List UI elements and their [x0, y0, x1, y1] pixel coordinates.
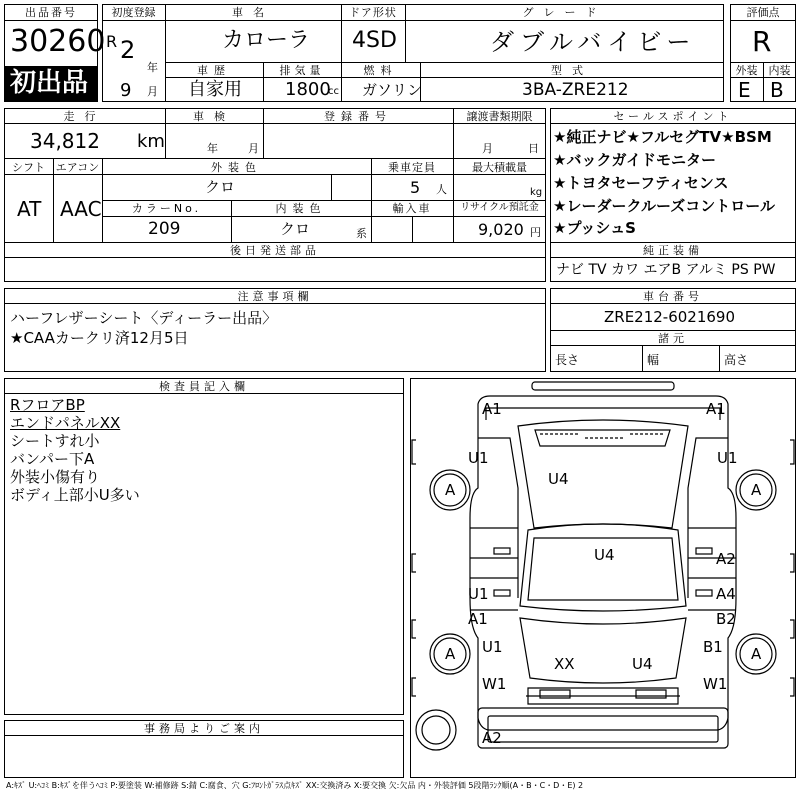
era: R — [106, 32, 118, 51]
sales-point: ★純正ナビ★フルセグTV★BSM — [553, 128, 772, 146]
office-label: 事務局よりご案内 — [144, 722, 264, 735]
load-unit: kg — [530, 187, 543, 198]
color-no: 209 — [148, 219, 181, 239]
model: 3BA-ZRE212 — [522, 80, 629, 100]
legend: A:ｷｽﾞ U:ﾍｺﾐ B:ｷｽﾞを伴うﾍｺﾐ P:要塗装 W:補修跡 S:錆 C:腐食、穴 G:ﾌﾛﾝﾄｶﾞﾗｽ点ｷｽﾞ XX:交換済み X:要交換 欠:欠品 内・外装評価 5段階ﾗﾝｸ順(A・B・C・D・E) 2 — [6, 781, 584, 790]
interior-grade: B — [770, 78, 784, 102]
inspection-label: 車検 — [193, 110, 235, 123]
exterior-label: 外装 — [735, 64, 758, 77]
damage-mark: A1 — [468, 610, 488, 628]
car-name-label: 車名 — [232, 6, 274, 19]
shift: AT — [17, 197, 42, 221]
equipment: ナビ TV カワ エアB アルミ PS PW — [556, 262, 776, 278]
width-label: 幅 — [647, 353, 660, 367]
year-unit: 年 — [147, 61, 158, 74]
score-label: 評価点 — [746, 6, 780, 19]
damage-mark: A — [751, 481, 762, 499]
door-label: ドア形状 — [349, 6, 397, 19]
capacity-unit: 人 — [436, 183, 447, 196]
shift-label: シフト — [12, 161, 45, 174]
transfer-label: 譲渡書類期限 — [466, 110, 533, 123]
int-color-label: 内装色 — [275, 202, 327, 215]
transfer-month-unit: 月 — [482, 142, 493, 155]
damage-mark: XX — [554, 655, 575, 673]
damage-mark: B1 — [703, 638, 723, 656]
damage-mark: A — [445, 481, 456, 499]
sales-point: ★レーダークルーズコントロール — [553, 197, 775, 215]
damage-mark: A1 — [482, 400, 502, 418]
grade-label: グレード — [522, 6, 607, 19]
ac: AAC — [60, 197, 102, 221]
inspector-line: シートすれ小 — [10, 432, 100, 450]
insp-month-unit: 月 — [248, 142, 259, 155]
damage-mark: U1 — [482, 638, 503, 656]
chassis-label: 車台番号 — [643, 290, 703, 303]
ext-color-label: 外装色 — [211, 161, 262, 174]
sales-point: ★プッシュS — [553, 219, 636, 237]
later-parts-label: 後日発送部品 — [230, 244, 320, 257]
car-diagram — [410, 378, 796, 778]
damage-mark: U1 — [468, 449, 489, 467]
door: 4SD — [352, 28, 397, 53]
exterior-grade: E — [738, 78, 751, 102]
inspector-line: ボディ上部小U多い — [10, 486, 140, 504]
capacity: 5 — [410, 178, 421, 197]
fuel: ガソリン — [362, 81, 423, 99]
capacity-label: 乗車定員 — [388, 161, 436, 174]
plate-label: 登録番号 — [324, 110, 392, 123]
inspector-line: バンパー下A — [10, 450, 95, 468]
first-time-badge-text: 初出品 — [10, 68, 89, 98]
caution-line: ★CAAカークリ済12月5日 — [10, 329, 189, 347]
damage-mark: A2 — [482, 729, 502, 747]
load-label: 最大積載量 — [472, 161, 527, 174]
grade: ダブルバイビー — [490, 28, 697, 56]
inspector-label: 検査員記入欄 — [159, 380, 249, 393]
inspector-line: RフロアBP — [10, 396, 85, 414]
displacement-label: 排気量 — [279, 64, 325, 77]
damage-mark: A — [751, 645, 762, 663]
lot-label: 出品番号 — [25, 6, 77, 19]
mileage: 34,812 — [30, 129, 100, 153]
sales-point: ★トヨタセーフティセンス — [553, 174, 729, 192]
damage-mark: U1 — [717, 449, 738, 467]
sales-point: ★バックガイドモニター — [553, 151, 716, 169]
damage-mark: U4 — [548, 470, 569, 488]
damage-mark: B2 — [716, 610, 736, 628]
first-reg-label: 初度登録 — [111, 6, 156, 19]
damage-mark: A2 — [716, 550, 736, 568]
recycle-unit: 円 — [530, 226, 541, 239]
mileage-unit: km — [137, 131, 165, 152]
damage-mark: A4 — [716, 585, 736, 603]
transfer-day-unit: 日 — [528, 142, 539, 155]
reg-year: 2 — [120, 36, 136, 64]
int-color-unit: 系 — [356, 227, 367, 240]
displacement: 1800 — [285, 79, 331, 100]
fuel-label: 燃料 — [363, 64, 398, 77]
color-no-label: カラーNo. — [131, 202, 202, 215]
interior-label: 内装 — [768, 64, 791, 77]
damage-mark: W1 — [703, 675, 728, 693]
caution-label: 注意事項欄 — [237, 290, 313, 303]
dims-label: 諸元 — [658, 332, 688, 345]
score: R — [752, 25, 772, 58]
recycle: 9,020 — [478, 220, 524, 239]
import-label: 輸入車 — [392, 202, 432, 215]
sales-points-label: セールスポイント — [613, 110, 733, 123]
length-label: 長さ — [555, 353, 580, 367]
recycle-label: リサイクル預託金 — [460, 202, 539, 213]
car-name: カローラ — [222, 28, 311, 53]
caution-line: ハーフレザーシート〈ディーラー出品〉 — [10, 309, 278, 327]
damage-mark: U4 — [594, 546, 615, 564]
damage-mark: W1 — [482, 675, 507, 693]
chassis: ZRE212-6021690 — [604, 308, 736, 326]
displacement-unit: cc — [328, 86, 339, 97]
equipment-label: 純正装備 — [643, 244, 703, 257]
model-label: 型式 — [551, 64, 593, 77]
history: 自家用 — [188, 79, 242, 100]
reg-month: 9 — [120, 80, 132, 101]
height-label: 高さ — [724, 353, 749, 367]
damage-mark: U1 — [468, 585, 489, 603]
insp-year-unit: 年 — [207, 142, 218, 155]
int-color: クロ — [280, 220, 311, 238]
damage-mark: U4 — [632, 655, 653, 673]
damage-mark: A1 — [706, 400, 726, 418]
inspector-line: 外装小傷有り — [10, 468, 101, 486]
damage-mark: A — [445, 645, 456, 663]
ac-label: エアコン — [55, 161, 100, 174]
history-label: 車歴 — [197, 64, 231, 77]
inspector-line: エンドパネルXX — [10, 414, 121, 432]
mileage-label: 走行 — [63, 110, 106, 123]
lot-number: 30260 — [10, 24, 106, 59]
ext-color: クロ — [205, 178, 236, 196]
month-unit: 月 — [147, 85, 158, 98]
